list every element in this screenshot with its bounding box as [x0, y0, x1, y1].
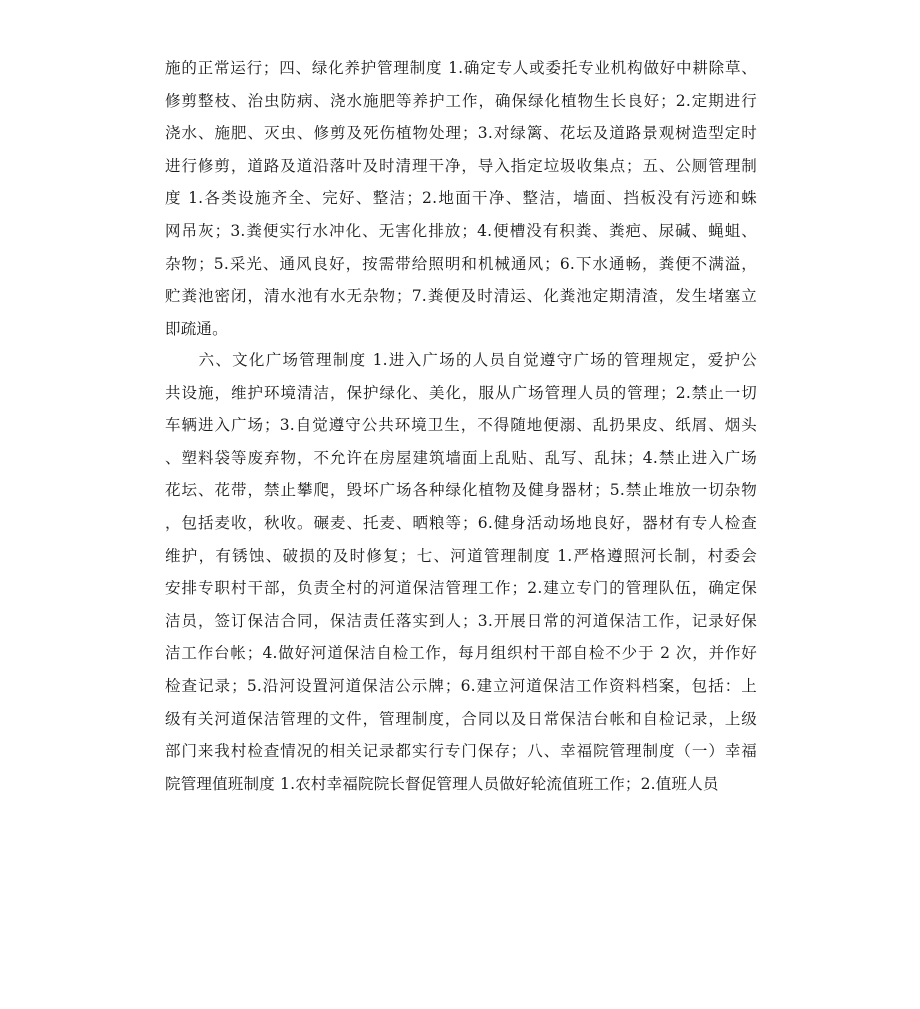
text-line: 进行修剪，道路及道沿落叶及时清理干净，导入指定垃圾收集点；五、公厕管理制 — [165, 156, 757, 175]
paragraph-1 — [165, 52, 757, 345]
text-line: 洁工作台帐；4.做好河道保洁自检工作，每月组织村干部自检不少于 2 次，并作好 — [165, 644, 757, 663]
text-line: 共设施，维护环境清洁，保护绿化、美化，服从广场管理人员的管理；2.禁止一切 — [165, 383, 757, 402]
text-line: 网吊灰；3.粪便实行水冲化、无害化排放；4.便槽没有积粪、粪疤、尿碱、蝇蛆、 — [165, 221, 757, 240]
text-line: 级有关河道保洁管理的文件，管理制度，合同以及日常保洁台帐和自检记录，上级 — [165, 709, 757, 728]
text-line: 院管理值班制度 1.农村幸福院院长督促管理人员做好轮流值班工作；2.值班人员 — [165, 774, 719, 793]
text-line: 修剪整枝、治虫防病、浇水施肥等养护工作，确保绿化植物生长良好；2.定期进行 — [165, 91, 757, 110]
paragraph-2 — [165, 344, 757, 800]
text-line: 度 1.各类设施齐全、完好、整洁；2.地面干净、整洁，墙面、挡板没有污迹和蛛 — [165, 189, 757, 208]
text-line: 浇水、施肥、灭虫、修剪及死伤植物处理；3.对绿篱、花坛及道路景观树造型定时 — [165, 124, 757, 143]
text-line: 部门来我村检查情况的相关记录都实行专门保存；八、幸福院管理制度（一）幸福 — [165, 742, 757, 761]
text-line: 检查记录；5.沿河设置河道保洁公示牌；6.建立河道保洁工作资料档案，包括：上 — [165, 676, 757, 695]
text-line: 、塑料袋等废弃物，不允许在房屋建筑墙面上乱贴、乱写、乱抹；4.禁止进入广场 — [165, 448, 757, 467]
text-line: 即疏通。 — [165, 319, 228, 338]
text-line: 维护，有锈蚀、破损的及时修复；七、河道管理制度 1.严格遵照河长制，村委会 — [165, 546, 757, 565]
text-line: 洁员，签订保洁合同，保洁责任落实到人；3.开展日常的河道保洁工作，记录好保 — [165, 611, 757, 630]
text-line: ，包括麦收，秋收。碾麦、托麦、晒粮等；6.健身活动场地良好，器材有专人检查 — [165, 513, 757, 532]
text-line: 杂物；5.采光、通风良好，按需带给照明和机械通风；6.下水通畅，粪便不满溢， — [165, 254, 757, 273]
text-line: 花坛、花带，禁止攀爬，毁坏广场各种绿化植物及健身器材；5.禁止堆放一切杂物 — [165, 481, 757, 500]
text-line: 贮粪池密闭，清水池有水无杂物；7.粪便及时清运、化粪池定期清渣，发生堵塞立 — [165, 287, 757, 306]
text-line: 安排专职村干部，负责全村的河道保洁管理工作；2.建立专门的管理队伍，确定保 — [165, 579, 757, 598]
text-line: 六、文化广场管理制度 1.进入广场的人员自觉遵守广场的管理规定，爱护公 — [165, 351, 757, 369]
text-line: 车辆进入广场；3.自觉遵守公共环境卫生，不得随地便溺、乱扔果皮、纸屑、烟头 — [165, 416, 757, 435]
text-line: 施的正常运行；四、绿化养护管理制度 1.确定专人或委托专业机构做好中耕除草、 — [165, 59, 757, 77]
